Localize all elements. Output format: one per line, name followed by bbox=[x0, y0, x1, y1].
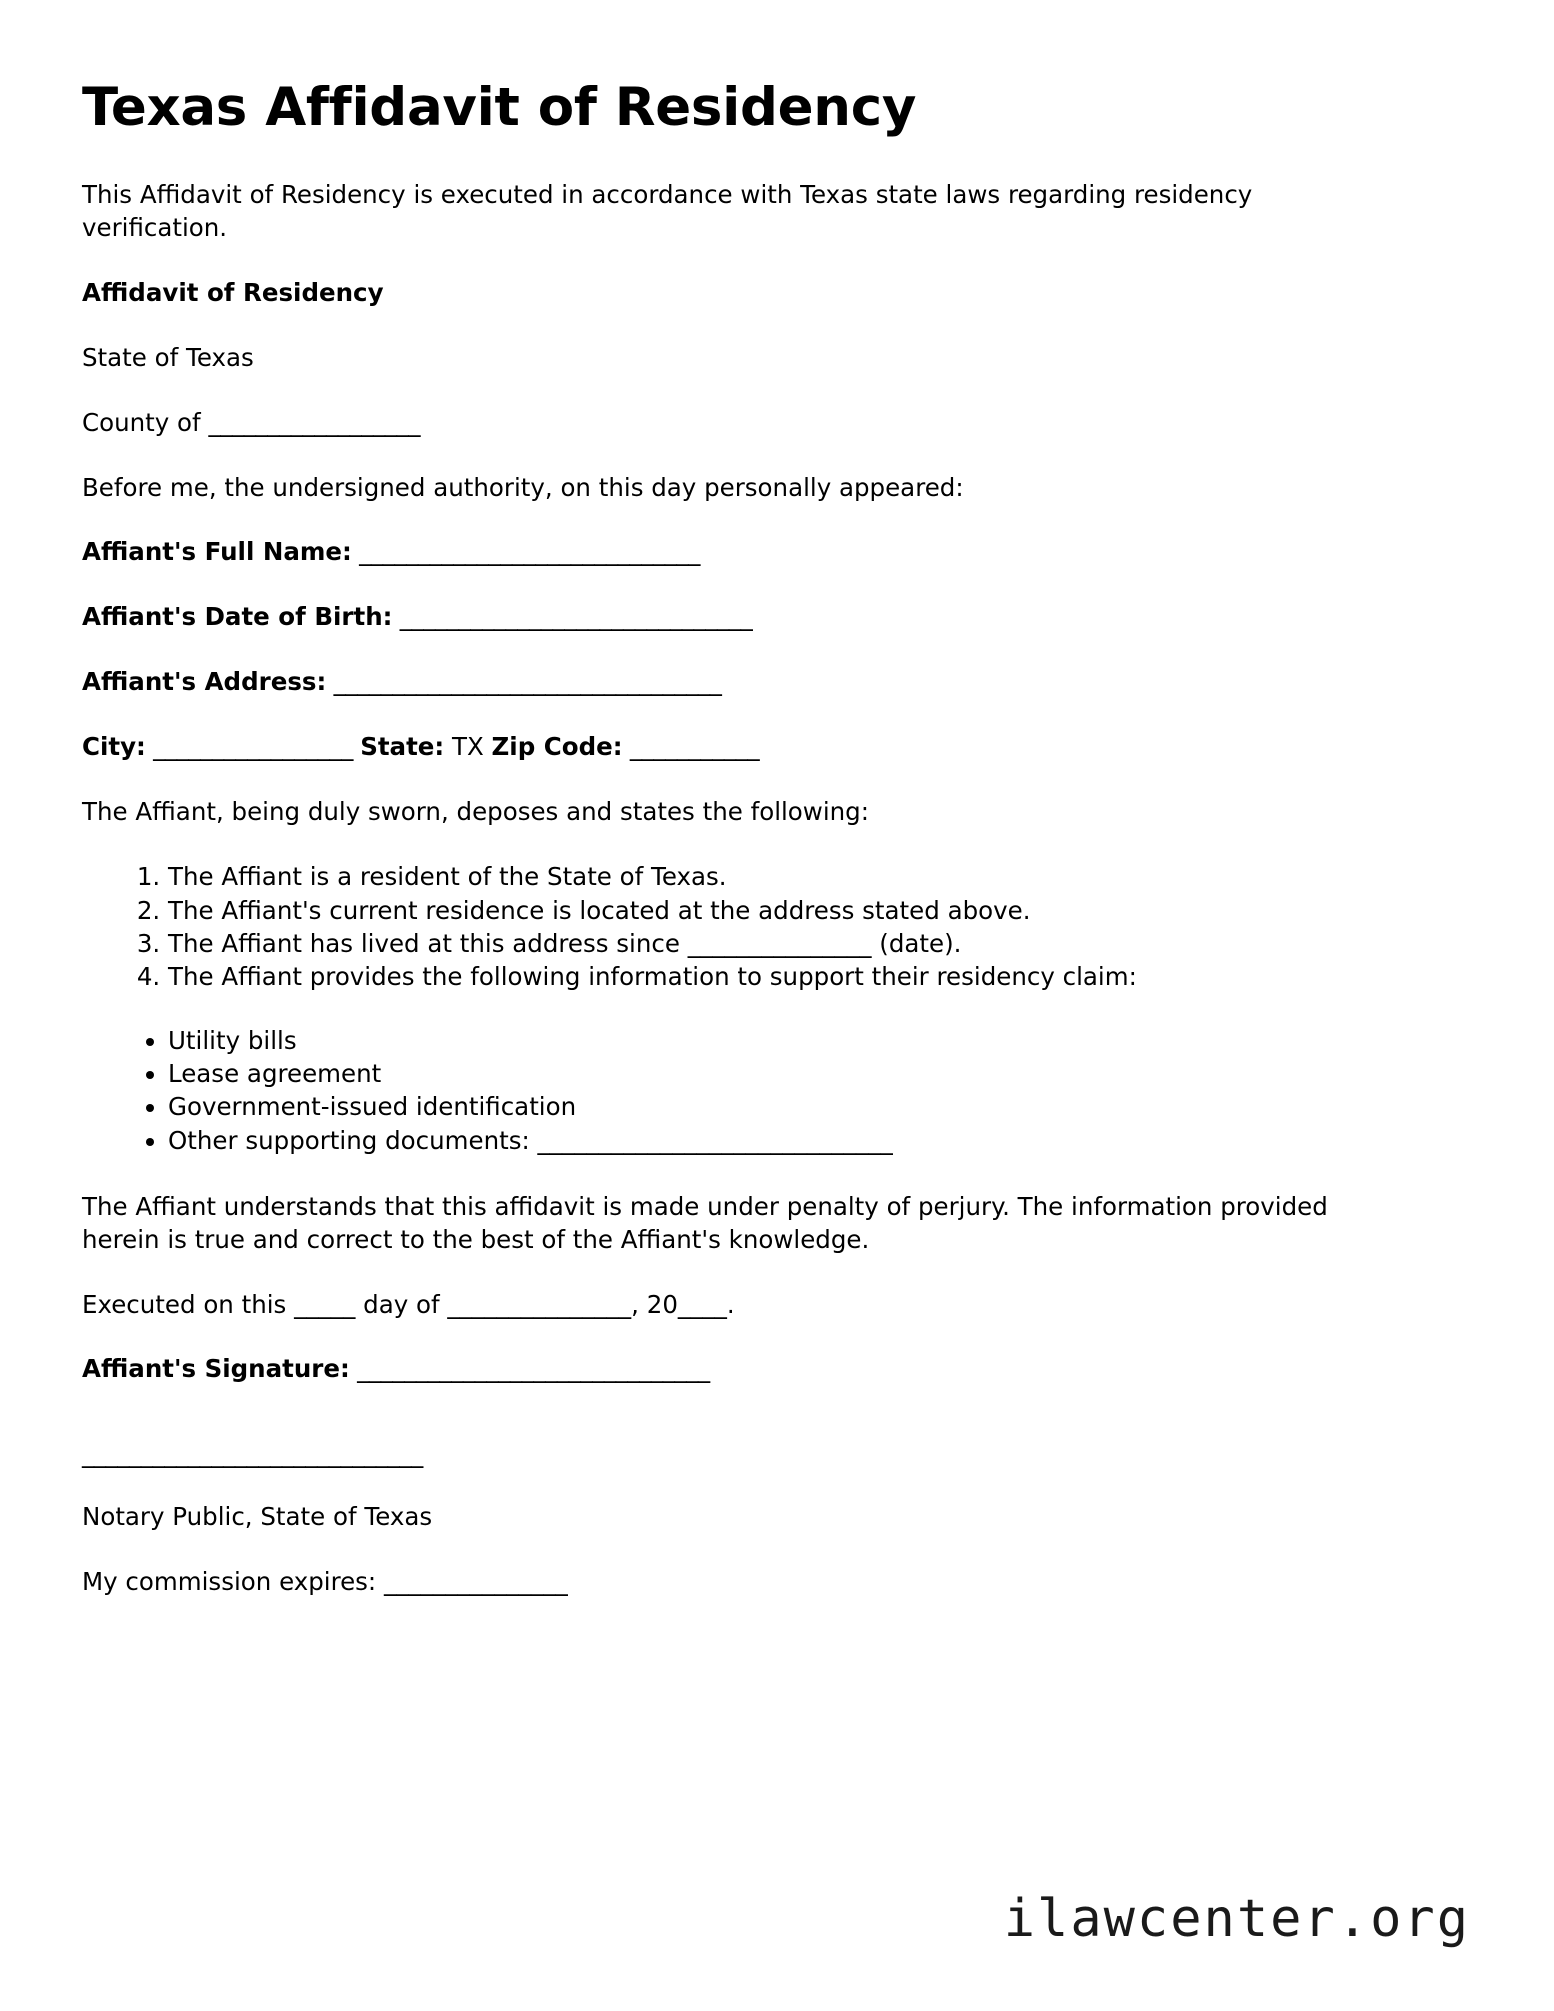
county-blank-field[interactable]: __________________ bbox=[208, 407, 420, 437]
section-heading-text: Affidavit of Residency bbox=[82, 278, 384, 308]
list-item: 2. The Affiant's current residence is located at the address stated above. bbox=[168, 894, 1458, 927]
city-state-zip-row bbox=[82, 731, 1372, 764]
section-heading bbox=[82, 277, 1372, 310]
state-line: State of Texas bbox=[82, 342, 254, 372]
deposition-lead: The Affiant, being duly sworn, deposes and states the following: bbox=[82, 796, 869, 826]
affiant-dob-label: Affiant's Date of Birth: bbox=[82, 602, 393, 632]
affiant-signature-field[interactable]: ______________________________ bbox=[349, 1354, 710, 1384]
affiant-full-name-label: Affiant's Full Name: bbox=[82, 537, 352, 567]
state-label: State: bbox=[360, 731, 445, 761]
page-title: Texas Affidavit of Residency bbox=[82, 77, 917, 138]
county-label: County of bbox=[82, 407, 209, 437]
notary-line: Notary Public, State of Texas bbox=[82, 1502, 433, 1532]
list-item[interactable]: 3. The Affiant has lived at this address since _______________ (date). bbox=[168, 927, 1458, 960]
list-item: 4. The Affiant provides the following information to support their residency claim: bbox=[168, 960, 1458, 993]
list-item[interactable]: • Other supporting documents: _____________________________ bbox=[168, 1124, 1458, 1157]
list-item: • Lease agreement bbox=[168, 1057, 1458, 1090]
zip-code-label: Zip Code: bbox=[491, 731, 623, 761]
state-value: TX bbox=[444, 731, 492, 761]
claims-list bbox=[82, 860, 1458, 993]
execution-line[interactable]: Executed on this _____ day of _______________, 20____. bbox=[82, 1289, 735, 1319]
affiant-dob-field[interactable]: ______________________________ bbox=[392, 602, 753, 632]
intro-paragraph: This Affidavit of Residency is executed in accordance with Texas state laws regarding residency verification. bbox=[82, 180, 1253, 243]
list-item: • Government-issued identification bbox=[168, 1090, 1458, 1123]
supporting-documents-list bbox=[82, 1024, 1458, 1157]
affiant-full-name-field[interactable]: _____________________________ bbox=[351, 537, 700, 567]
affiant-address-row bbox=[82, 666, 1372, 699]
affiant-signature-label: Affiant's Signature: bbox=[82, 1354, 350, 1384]
affiant-full-name-row bbox=[82, 536, 1372, 569]
list-item: • Utility bills bbox=[168, 1024, 1458, 1057]
county-line bbox=[82, 407, 1372, 440]
zip-code-field[interactable]: ___________ bbox=[622, 731, 760, 761]
perjury-paragraph: The Affiant understands that this affidavit is made under penalty of perjury. The information provided herein is true and correct to the best of the Affiant's knowledge. bbox=[82, 1191, 1328, 1254]
affiant-address-label: Affiant's Address: bbox=[82, 666, 327, 696]
city-label: City: bbox=[82, 731, 146, 761]
city-field[interactable]: _________________ bbox=[145, 731, 361, 761]
affiant-dob-row bbox=[82, 601, 1372, 634]
site-watermark: ilawcenter.org bbox=[1003, 1889, 1470, 1949]
commission-expires-line[interactable]: My commission expires: _______________ bbox=[82, 1566, 568, 1596]
affiant-signature-row bbox=[82, 1353, 1372, 1386]
affiant-address-field[interactable]: _________________________________ bbox=[326, 666, 722, 696]
notary-signature-rule[interactable]: _____________________________ bbox=[82, 1439, 423, 1469]
appearance-line: Before me, the undersigned authority, on this day personally appeared: bbox=[82, 472, 964, 502]
list-item: 1. The Affiant is a resident of the State of Texas. bbox=[168, 860, 1458, 893]
